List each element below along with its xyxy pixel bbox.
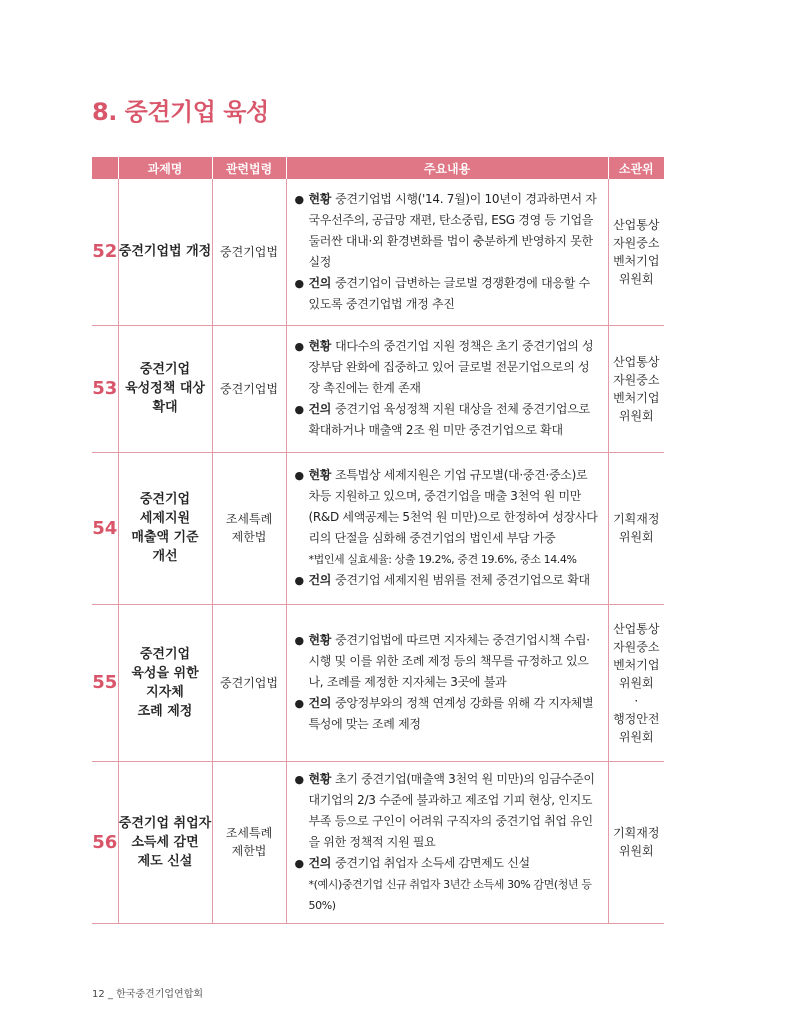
status-label: 현황 xyxy=(308,633,332,647)
proposal-item xyxy=(295,693,600,735)
table-row xyxy=(92,325,664,452)
committee: 산업통상 자원중소 벤처기업 위원회 xyxy=(608,325,664,452)
bullet-icon: ● xyxy=(294,403,304,416)
status-text: 중견기업법 시행('14. 7월)이 10년이 경과하면서 자국우선주의, 공급망 재편, 탄소중립, ESG 경영 등 기업을 둘러싼 대내·외 환경변화를 법이 충분하게 반영하지 못한 실정 xyxy=(308,191,597,269)
committee: 기획재정 위원회 xyxy=(608,452,664,604)
main-content xyxy=(286,179,608,325)
proposal-label: 건의 xyxy=(308,573,332,587)
proposal-item xyxy=(295,273,600,315)
bullet-icon: ● xyxy=(294,856,304,870)
proposal-item xyxy=(295,399,600,441)
proposal-item xyxy=(295,853,600,874)
proposal-item xyxy=(295,570,600,591)
page-footer: 12 _ 한국중견기업연합회 xyxy=(92,989,204,1000)
proposal-text: 중견기업이 급변하는 글로벌 경쟁환경에 대응할 수 있도록 중견기업법 개정 추진 xyxy=(308,275,590,311)
committee: 기획재정 위원회 xyxy=(608,761,664,923)
main-content xyxy=(286,604,608,761)
task-name: 중견기업 취업자 소득세 감면 제도 신설 xyxy=(118,761,212,923)
status-item xyxy=(295,189,600,273)
proposal-text: 중견기업 취업자 소득세 감면제도 신설 xyxy=(335,855,530,870)
header-number xyxy=(92,157,118,179)
proposal-note: *(예시)중견기업 신규 취업자 3년간 소득세 30% 감면(청년 등 50%) xyxy=(308,877,592,912)
table-header-row xyxy=(92,157,664,179)
table-row xyxy=(92,761,664,923)
task-name: 중견기업 육성정책 대상 확대 xyxy=(118,325,212,452)
item-number: 54 xyxy=(92,452,118,604)
status-text: 대다수의 중견기업 지원 정책은 초기 중견기업의 성장부담 완화에 집중하고 있어 글로벌 전문기업으로의 성장 촉진에는 한계 존재 xyxy=(308,339,594,395)
related-law: 중견기업법 xyxy=(212,325,286,452)
header-task: 과제명 xyxy=(118,157,212,179)
proposal-text: 중앙정부와의 정책 연계성 강화를 위해 각 지자체별 특성에 맞는 조례 제정 xyxy=(308,696,594,731)
bullet-icon: ● xyxy=(294,192,304,206)
bullet-icon: ● xyxy=(294,276,304,290)
table-row xyxy=(92,179,664,325)
main-content xyxy=(286,761,608,923)
status-label: 현황 xyxy=(308,468,332,482)
related-law: 조세특례 제한법 xyxy=(212,761,286,923)
status-label: 현황 xyxy=(308,339,332,353)
proposal-label: 건의 xyxy=(308,275,332,290)
task-name: 중견기업 세제지원 매출액 기준 개선 xyxy=(118,452,212,604)
item-number: 53 xyxy=(92,325,118,452)
header-dept: 소관위 xyxy=(608,157,664,179)
status-item xyxy=(295,465,600,549)
bullet-icon: ● xyxy=(294,469,304,482)
status-label: 현황 xyxy=(308,771,332,786)
proposal-label: 건의 xyxy=(308,402,332,416)
related-law: 중견기업법 xyxy=(212,604,286,761)
header-content: 주요내용 xyxy=(286,157,608,179)
proposal-label: 건의 xyxy=(308,855,332,870)
bullet-icon: ● xyxy=(294,574,304,587)
task-name: 중견기업법 개정 xyxy=(118,179,212,325)
main-content xyxy=(286,325,608,452)
table-row xyxy=(92,604,664,761)
item-number: 55 xyxy=(92,604,118,761)
committee: 산업통상 자원중소 벤처기업 위원회 · 행정안전 위원회 xyxy=(608,604,664,761)
status-text: 초기 중견기업(매출액 3천억 원 미만)의 임금수준이 대기업의 2/3 수준에 불과하고 제조업 기피 현상, 인지도 부족 등으로 구인이 어려워 구직자의 중견기업 취업 유인을 위한 정책적 지원 필요 xyxy=(308,771,595,849)
status-note: *법인세 실효세율: 상출 19.2%, 중견 19.6%, 중소 14.4% xyxy=(308,553,577,566)
bullet-icon: ● xyxy=(294,634,304,647)
main-content xyxy=(286,452,608,604)
related-law: 조세특례 제한법 xyxy=(212,452,286,604)
policy-table xyxy=(92,157,664,924)
table-row xyxy=(92,452,664,604)
bullet-icon: ● xyxy=(294,697,304,710)
bullet-icon: ● xyxy=(294,772,304,786)
status-item xyxy=(295,630,600,693)
status-text: 조특법상 세제지원은 기업 규모별(대·중견·중소)로 차등 지원하고 있으며, 중견기업을 매출 3천억 원 미만(R&D 세액공제는 5천억 원 미만)으로 한정하여 성장사다리의 단절을 심화해 중견기업의 법인세 부담 가중 xyxy=(308,468,598,545)
status-item xyxy=(295,336,600,399)
task-name: 중견기업 육성을 위한 지자체 조례 제정 xyxy=(118,604,212,761)
bullet-icon: ● xyxy=(294,340,304,353)
status-item xyxy=(295,769,600,853)
status-label: 현황 xyxy=(308,191,332,206)
related-law: 중견기업법 xyxy=(212,179,286,325)
proposal-text: 중견기업 육성정책 지원 대상을 전체 중견기업으로 확대하거나 매출액 2조 원 미만 중견기업으로 확대 xyxy=(308,402,590,437)
page-title: 8. 중견기업 육성 xyxy=(92,98,269,126)
item-number: 56 xyxy=(92,761,118,923)
proposal-text: 중견기업 세제지원 범위를 전체 중견기업으로 확대 xyxy=(335,573,590,587)
status-text: 중견기업법에 따르면 지자체는 중견기업시책 수립·시행 및 이를 위한 조례 제정 등의 책무를 규정하고 있으나, 조례를 제정한 지자체는 3곳에 불과 xyxy=(308,633,590,689)
item-number: 52 xyxy=(92,179,118,325)
proposal-label: 건의 xyxy=(308,696,332,710)
header-law: 관련법령 xyxy=(212,157,286,179)
committee: 산업통상 자원중소 벤처기업 위원회 xyxy=(608,179,664,325)
